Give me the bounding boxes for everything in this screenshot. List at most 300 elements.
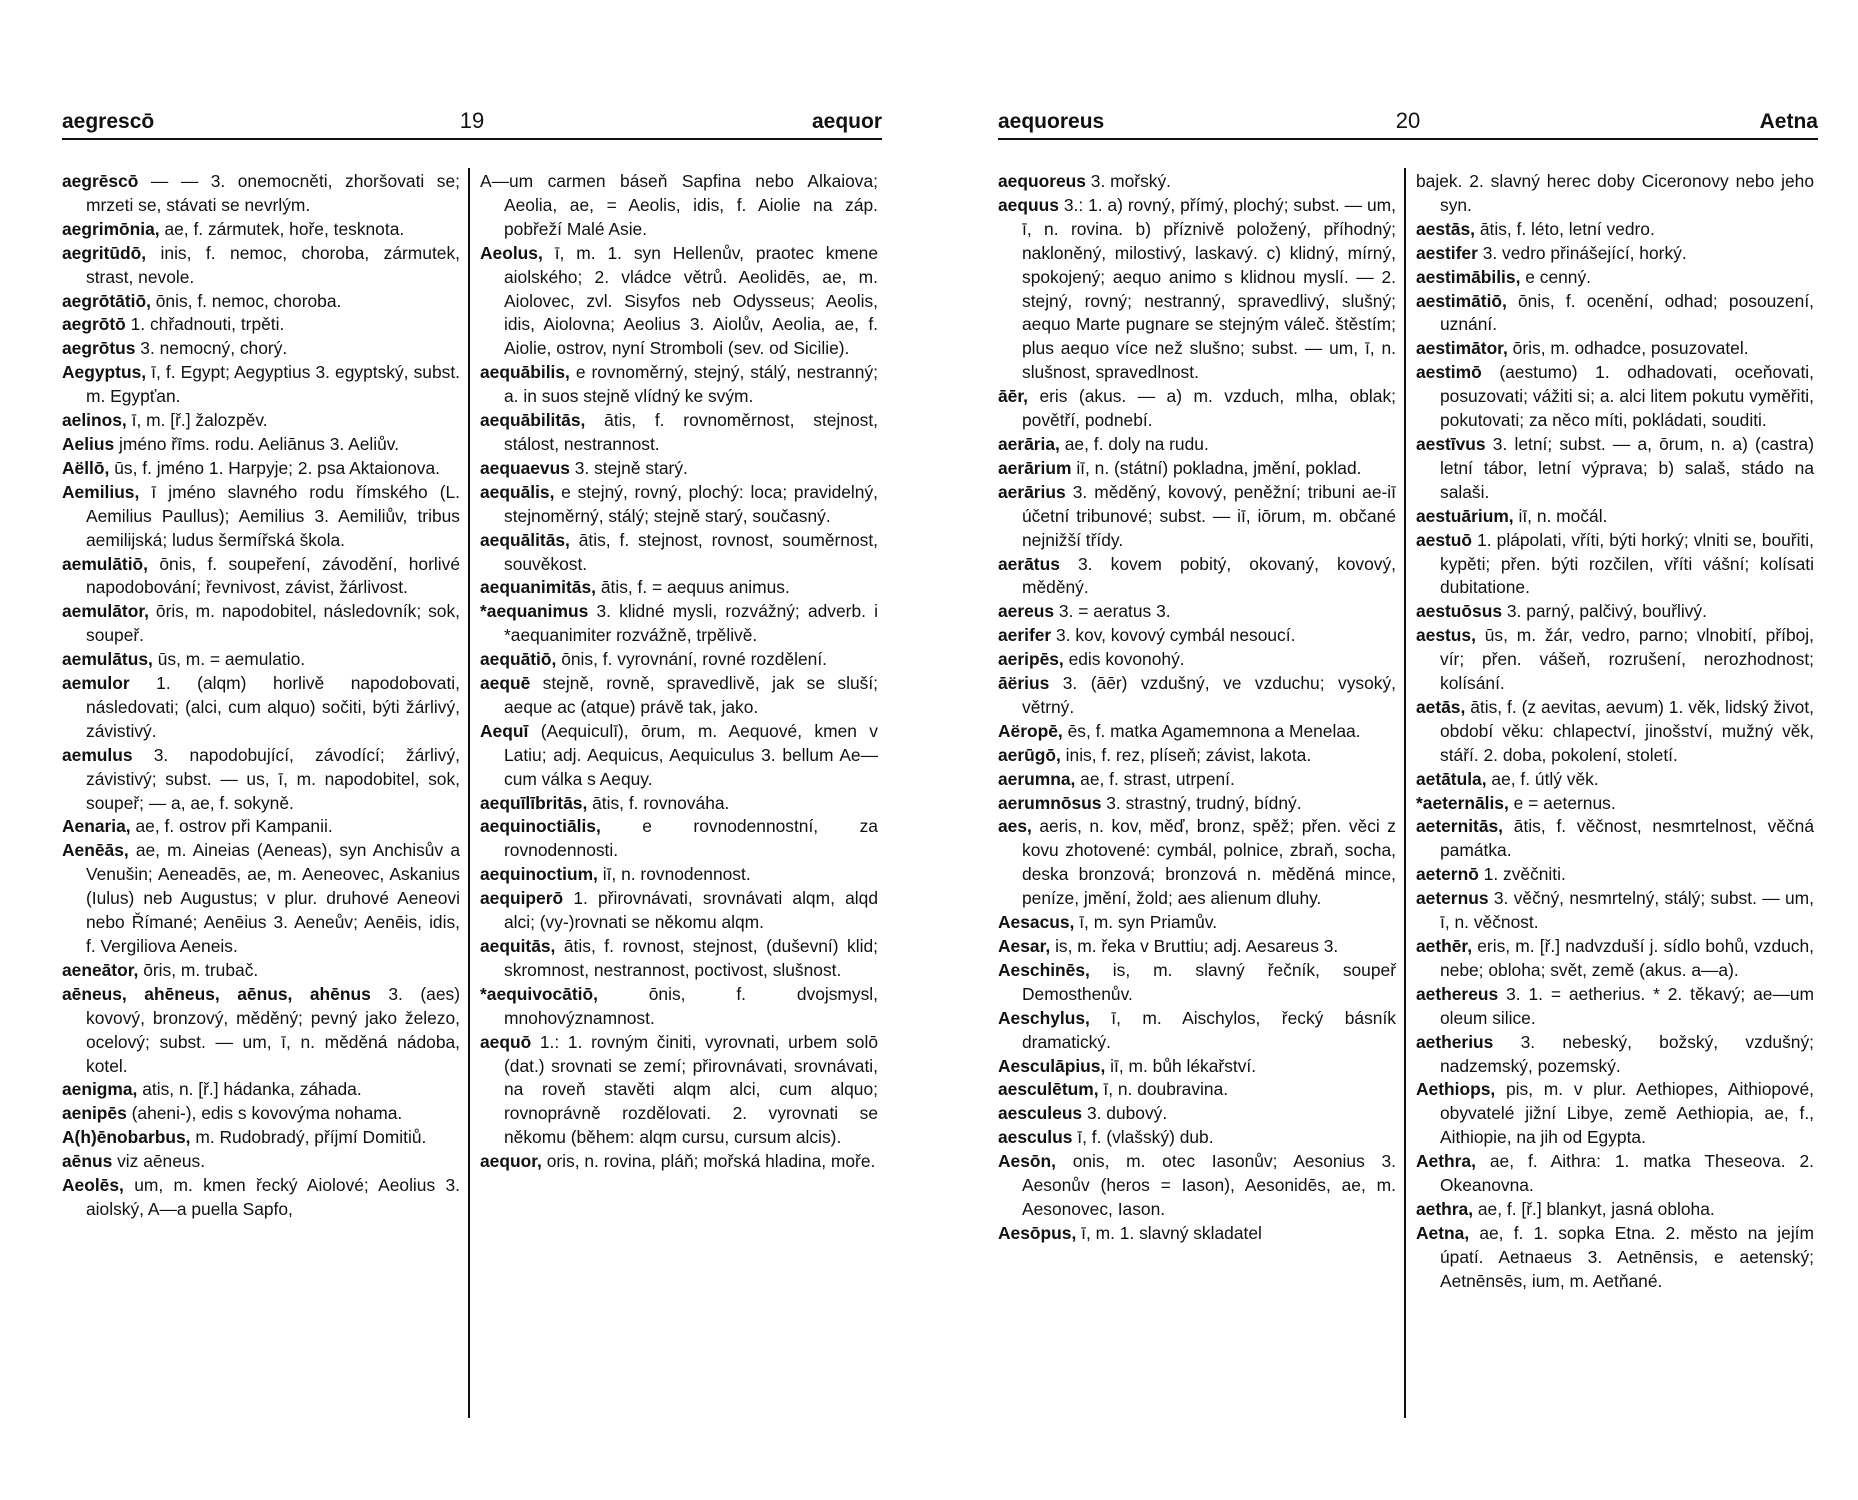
entry-definition: pis, m. v plur. Aethiopes, Aithiopové, obyvatelé jižní Libye, země Aethiopia, ae, f., Aithiopie, na jih od Egypta. (1440, 1079, 1814, 1148)
entry-headword: aethereus (1416, 983, 1499, 1004)
entry-definition: ōnis, f. nemoc, choroba. (155, 290, 342, 311)
entry-definition: ī, m. Aischylos, řecký básník dramatický. (1022, 1007, 1396, 1052)
entry-definition: ūs, f. jméno 1. Harpyje; 2. psa Aktaionova. (114, 457, 440, 478)
entry-definition: ōnis, f. soupeření, závodění, horlivé napodobování; řevnivost, závist, žárlivost. (86, 553, 460, 598)
dictionary-entry (1416, 600, 1814, 624)
entry-headword: aemulātiō, (62, 553, 149, 574)
dictionary-entry (1416, 1198, 1814, 1222)
dictionary-entry (998, 959, 1396, 1007)
entry-headword: aequābilis, (480, 362, 570, 383)
page-number: 19 (459, 108, 485, 133)
dictionary-entry (1416, 815, 1814, 863)
entry-headword: aequoreus (998, 171, 1086, 191)
entry-definition: 3. strastný, trudný, bídný. (1106, 792, 1302, 813)
entry-headword: Aenaria, (62, 816, 131, 837)
entry-headword: aemulor (62, 673, 130, 694)
entry-headword: aerumnōsus (998, 792, 1102, 813)
dictionary-entry (998, 553, 1396, 601)
dictionary-entry (62, 481, 460, 553)
entry-definition: stejně, rovně, spravedlivě, jak se sluší; aeque ac (atque) právě tak, jako. (504, 673, 878, 717)
dictionary-entry (998, 720, 1396, 744)
entry-headword: aesculētum, (998, 1079, 1099, 1100)
entry-definition: 3. nebeský, božský, vzdušný; nadzemský, pozemský. (1440, 1031, 1814, 1076)
entry-headword: āēr, (998, 386, 1028, 407)
entry-headword: aethēr, (1416, 936, 1473, 956)
entry-definition: bajek. 2. slavný herec doby Ciceronovy nebo jeho syn. (1416, 171, 1814, 215)
dictionary-entry (998, 672, 1396, 720)
entry-definition: ī jméno slavného rodu římského (L. Aemilius Paullus); Aemilius 3. Aemiliův, tribus aemilijská; ludus šermířská škola. (86, 481, 460, 550)
entry-headword: aegrōtus (62, 338, 136, 359)
entry-headword: aeternus (1416, 888, 1489, 909)
entry-headword: aemulus (62, 744, 133, 765)
entry-headword: Aesar, (998, 936, 1051, 956)
dictionary-entry (62, 337, 460, 361)
dictionary-entry (1416, 337, 1814, 361)
entry-headword: aerāria, (998, 433, 1060, 454)
entry-headword: aeripēs, (998, 649, 1064, 670)
entry-headword: aequiperō (480, 888, 564, 909)
dictionary-entry (1416, 1031, 1814, 1079)
entry-headword: aequinoctium, (480, 864, 598, 885)
entry-headword: aestuō (1416, 529, 1473, 550)
dictionary-entry (62, 648, 460, 672)
dictionary-entry (62, 1102, 460, 1126)
dictionary-entry (998, 768, 1396, 792)
entry-headword: aesculus (998, 1127, 1073, 1148)
entry-definition: 3. = aeratus 3. (1058, 601, 1171, 622)
entry-definition: 3. (āēr) vzdušný, ve vzduchu; vysoký, větrný. (1022, 673, 1396, 717)
page-number: 20 (1395, 108, 1421, 133)
entry-definition: ōris, m. napodobitel, následovník; sok, soupeř. (86, 601, 460, 646)
dictionary-entry (998, 1055, 1396, 1079)
dictionary-entry (1416, 863, 1814, 887)
entry-definition: inis, f. nemoc, choroba, zármutek, strast, nevole. (86, 242, 460, 287)
entry-headword: Aethra, (1416, 1151, 1476, 1172)
dictionary-entry (998, 457, 1396, 481)
dictionary-entry (1416, 624, 1814, 696)
entry-definition: e cenný. (1525, 266, 1591, 287)
entry-headword: aequālis, (480, 481, 555, 502)
column-2 (1416, 170, 1814, 1294)
entry-headword: aequaevus (480, 457, 570, 478)
entry-definition: — — 3. onemocněti, zhoršovati se; mrzeti se, stávati se nevrlým. (86, 171, 460, 215)
entry-headword: Aëllō, (62, 457, 110, 478)
entry-headword: Aesōpus, (998, 1222, 1077, 1243)
dictionary-entry (1416, 266, 1814, 290)
dictionary-entry (62, 1078, 460, 1102)
entry-headword: aēnus (62, 1151, 113, 1172)
entry-headword: aequinoctiālis, (480, 816, 601, 837)
entry-definition: A—um carmen báseň Sapfina nebo Alkaiova; Aeolia, ae, = Aeolis, idis, f. Aiolie na záp. pobřeží Malé Asie. (480, 171, 878, 239)
entry-headword: aequālitās, (480, 529, 570, 550)
dictionary-entry (1416, 1222, 1814, 1294)
dictionary-entry (480, 409, 878, 457)
entry-definition: (aheni-), edis s kovovýma nohama. (131, 1103, 403, 1124)
dictionary-entry (480, 1150, 878, 1174)
entry-headword: Aemilius, (62, 481, 140, 502)
dictionary-entry (62, 744, 460, 816)
entry-definition: ātis, f. rovnost, stejnost, (duševní) klid; skromnost, nestrannost, poctivost, slušnost. (504, 936, 878, 980)
dictionary-entry (998, 648, 1396, 672)
dictionary-entry (62, 839, 460, 959)
entry-definition: 3.: 1. a) rovný, přímý, plochý; subst. — um, ī, n. rovina. b) příznivě položený, příhodný; nakloněný, milostivý, laskavý. c) klidný, mírný, spokojený; aequo animo s klidnou myslí. — 2. stejný, rovný; nestranný, spravedlivý, slušný; aequo Marte pugnare se stejným váleč. štěstím; plus aequo více než slušno; subst. — um, ī, n. slušnost, spravedlnost. (1022, 194, 1396, 383)
dictionary-entry (62, 457, 460, 481)
entry-definition: ātis, f. léto, letní vedro. (1479, 218, 1655, 239)
entry-headword: aequō (480, 1031, 532, 1052)
entry-headword: Aesacus, (998, 912, 1075, 933)
entry-definition: ae, f. Aithra: 1. matka Theseova. 2. Okeanovna. (1440, 1151, 1814, 1196)
entry-definition: ae, f. zármutek, hoře, tesknota. (164, 218, 405, 239)
entry-definition: ōris, m. trubač. (143, 959, 259, 980)
entry-headword: aēneus, ahēneus, aēnus, ahēnus (62, 983, 371, 1004)
dictionary-entry (62, 242, 460, 290)
entry-headword: aestimātor, (1416, 338, 1508, 359)
entry-headword: aes, (998, 816, 1032, 837)
entry-definition: ātis, f. (z aevitas, aevum) 1. věk, lidský život, období věku: chlapectví, jinošství, mužný věk, stáří. 2. doba, pokolení, století. (1440, 696, 1814, 765)
entry-headword: aeneātor, (62, 959, 139, 980)
entry-definition: ōnis, f. ocenění, odhad; posouzení, uznání. (1440, 290, 1814, 335)
dictionary-entry (1416, 983, 1814, 1031)
dictionary-entry (1416, 242, 1814, 266)
entry-definition: 3. vedro přinášející, horký. (1482, 242, 1687, 263)
dictionary-entry (480, 887, 878, 935)
entry-headword: Aëropē, (998, 720, 1063, 741)
entry-definition: 3. 1. = aetherius. * 2. těkavý; ae—um oleum silice. (1440, 983, 1814, 1028)
entry-definition: ae, f. 1. sopka Etna. 2. město na jejím úpatí. Aetnaeus 3. Aetnēnsis, e aetenský; Aetnēnsēs, ium, m. Aetňané. (1440, 1222, 1814, 1291)
entry-definition: ātis, f. rovnoměrnost, stejnost, stálost, nestrannost. (504, 410, 878, 454)
entry-headword: aerārium (998, 457, 1072, 478)
entry-definition: 1. přirovnávati, srovnávati alqm, alqd alci; (vy-)rovnati se někomu alqm. (504, 888, 878, 933)
entry-definition: ī, n. doubravina. (1103, 1079, 1229, 1100)
dictionary-entry (998, 170, 1396, 194)
entry-definition: ae, f. útlý věk. (1491, 768, 1599, 789)
entry-definition: ae, f. ostrov při Kampanii. (135, 816, 333, 837)
entry-headword: Aegyptus, (62, 362, 147, 383)
entry-definition: 3. mořský. (1090, 171, 1171, 191)
entry-definition: iī, m. bůh lékařství. (1110, 1055, 1257, 1076)
entry-headword: aeternō (1416, 864, 1479, 885)
entry-definition: is, m. slavný řečník, soupeř Demosthenův. (1022, 959, 1396, 1004)
entry-headword: *aeternālis, (1416, 792, 1509, 813)
dictionary-entry (62, 1174, 460, 1222)
entry-headword: *aequivocātiō, (480, 983, 598, 1004)
dictionary-entry (480, 170, 878, 242)
entry-definition: ūs, m. žár, vedro, parno; vlnobití, příboj, vír; přen. vášeň, rozrušení, nerozhodnost; kolísání. (1440, 625, 1814, 694)
entry-definition: 3. věčný, nesmrtelný, stálý; subst. — um, ī, n. věčnost. (1440, 888, 1814, 933)
entry-headword: aestus, (1416, 625, 1476, 646)
entry-headword: *aequanimus (480, 601, 589, 622)
entry-headword: aetās, (1416, 696, 1466, 717)
entry-definition: 3. stejně starý. (574, 457, 688, 478)
dictionary-entry (1416, 361, 1814, 433)
dictionary-entry (998, 1078, 1396, 1102)
entry-headword: aestuārium, (1416, 505, 1514, 526)
entry-definition: 3. dubový. (1086, 1103, 1168, 1124)
entry-headword: aequābilitās, (480, 410, 586, 431)
entry-definition: 3. kovem pobitý, okovaný, kovový, měděný. (1022, 553, 1396, 598)
dictionary-entry (998, 481, 1396, 553)
entry-definition: ūs, m. = aemulatio. (157, 649, 306, 670)
entry-headword: Aequī (480, 720, 529, 741)
dictionary-entry (998, 624, 1396, 648)
dictionary-entry (62, 600, 460, 648)
entry-headword: aegrimōnia, (62, 218, 160, 239)
entry-definition: ī, m. 1. syn Hellenův, praotec kmene aiolského; 2. vládce větrů. Aeolidēs, ae, m. Aiolovec, zvl. Sisyfos neb Odysseus; Aeolis, idis, Aiolovna; Aeolius 3. Aiolův, Aeolia, ae, f. Aiolie, ostrov, nyní Stromboli (sev. od Sicilie). (504, 242, 878, 359)
dictionary-entry (998, 1102, 1396, 1126)
entry-definition: ātis, f. = aequus animus. (600, 577, 790, 598)
entry-headword: aestīvus (1416, 433, 1486, 454)
entry-definition: iī, n. (státní) pokladna, jmění, poklad. (1076, 457, 1362, 478)
entry-definition: ae, f. [ř.] blankyt, jasná obloha. (1477, 1198, 1715, 1219)
dictionary-entry (62, 553, 460, 601)
dictionary-entry (1416, 170, 1814, 218)
column-1 (998, 170, 1396, 1246)
dictionary-entry (1416, 218, 1814, 242)
entry-headword: aegrēscō (62, 171, 139, 191)
entry-headword: aerumna, (998, 768, 1076, 789)
entry-definition: 3. napodobující, závodící; žárlivý, závistivý; subst. — us, ī, m. napodobitel, sok, soupeř; — a, ae, f. sokyně. (86, 744, 460, 813)
entry-definition: ātis, f. stejnost, rovnost, souměrnost, souvěkost. (504, 529, 878, 574)
entry-definition: eris (akus. — a) m. vzduch, mlha, oblak; povětří, podnebí. (1022, 386, 1396, 431)
page-header (62, 108, 882, 140)
entry-definition: ae, f. doly na rudu. (1064, 433, 1209, 454)
dictionary-entry (1416, 290, 1814, 338)
dictionary-entry (480, 720, 878, 792)
entry-headword: Aeschylus, (998, 1007, 1090, 1028)
dictionary-entry (1416, 505, 1814, 529)
entry-definition: ae, m. Aineias (Aeneas), syn Anchisův a Venušin; Aeneadēs, ae, m. Aeneovec, Askanius (Iulus) neb Augustus; v plur. druhové Aeneovi nebo Římané; Aenēius 3. Aeneův; Aenēis, idis, f. Vergiliova Aeneis. (86, 840, 460, 956)
entry-definition: ī, m. syn Priamův. (1079, 912, 1218, 933)
entry-definition: ōnis, f. dvojsmysl, mnohovýznamnost. (504, 983, 878, 1028)
column-divider (1404, 168, 1406, 1418)
dictionary-entry (1416, 768, 1814, 792)
dictionary-entry (62, 959, 460, 983)
dictionary-entry (480, 672, 878, 720)
dictionary-entry (998, 815, 1396, 911)
entry-definition: 3. nemocný, chorý. (140, 338, 288, 359)
entry-definition: ātis, f. rovnováha. (592, 792, 730, 813)
dictionary-entry (480, 576, 878, 600)
entry-definition: 1. plápolati, vříti, býti horký; vlniti se, bouřiti, kypěti; přen. býti rozčilen, vříti vášní; kolísati dubitatione. (1440, 529, 1814, 598)
entry-headword: aestimātiō, (1416, 290, 1507, 311)
dictionary-entry (62, 815, 460, 839)
column-1 (62, 170, 460, 1222)
entry-headword: Aenēās, (62, 840, 129, 861)
entry-definition: 3. klidné mysli, rozvážný; adverb. i *aequanimiter rozvážně, trpělivě. (504, 601, 878, 646)
entry-definition: 1. (alqm) horlivě napodobovati, následovati; (alci, cum alquo) sočiti, býti žárlivý, závistivý. (86, 673, 460, 741)
dictionary-entry (480, 1031, 878, 1151)
dictionary-entry (998, 911, 1396, 935)
dictionary-entry (1416, 935, 1814, 983)
entry-headword: aestās, (1416, 218, 1475, 239)
dictionary-entry (998, 1007, 1396, 1055)
running-head-right: aequor (811, 110, 882, 133)
entry-definition: viz aēneus. (117, 1151, 206, 1172)
entry-headword: A(h)ēnobarbus, (62, 1127, 191, 1148)
entry-definition: e rovnoměrný, stejný, stálý, nestranný; a. in suos stejně vlídný ke svým. (504, 362, 878, 407)
dictionary-entry (1416, 1150, 1814, 1198)
entry-definition: ī, f. (vlašský) dub. (1077, 1127, 1214, 1148)
dictionary-entry (62, 1126, 460, 1150)
entry-headword: aetherius (1416, 1031, 1494, 1052)
entry-definition: jméno řīms. rodu. Aeliānus 3. Aeliův. (119, 433, 400, 454)
entry-headword: aerārius (998, 481, 1066, 502)
entry-headword: aequātiō, (480, 649, 557, 670)
entry-headword: aetātula, (1416, 768, 1487, 789)
entry-headword: aegrōtō (62, 314, 126, 335)
dictionary-entry (998, 433, 1396, 457)
dictionary-entry (998, 1222, 1396, 1246)
dictionary-entry (480, 457, 878, 481)
entry-headword: Aesculāpius, (998, 1055, 1106, 1076)
entry-headword: Aeolus, (480, 242, 543, 263)
dictionary-entry (998, 385, 1396, 433)
page-header (998, 108, 1818, 140)
entry-definition: (aestumo) 1. odhadovati, oceňovati, posuzovati; vážiti si; a. alci litem pokutu vyměřiti, pokutovati; za něco míti, pokládati, souditi. (1440, 362, 1814, 431)
dictionary-entry (480, 242, 878, 362)
dictionary-entry (1416, 792, 1814, 816)
entry-definition: 3. (aes) kovový, bronzový, měděný; pevný jako železo, ocelový; subst. — um, ī, n. měděná nádoba, kotel. (86, 983, 460, 1076)
entry-headword: aerūgō, (998, 744, 1061, 765)
entry-headword: aestimābilis, (1416, 266, 1521, 287)
entry-headword: aereus (998, 601, 1055, 622)
entry-headword: aeternitās, (1416, 816, 1503, 837)
entry-headword: aestuōsus (1416, 601, 1503, 622)
entry-definition: ōnis, f. vyrovnání, rovné rozdělení. (561, 649, 828, 670)
entry-definition: 3. měděný, kovový, peněžní; tribuni ae-iī účetní tribunové; subst. — iī, iōrum, m. občané nejnižší třídy. (1022, 481, 1396, 550)
dictionary-entry (480, 600, 878, 648)
dictionary-entry (62, 290, 460, 314)
entry-headword: Aetna, (1416, 1222, 1470, 1243)
entry-headword: aegrōtātiō, (62, 290, 151, 311)
entry-definition: e rovnodennostní, za rovnodennosti. (504, 816, 878, 861)
entry-definition: ōris, m. odhadce, posuzovatel. (1512, 338, 1749, 359)
dictionary-entry (62, 1150, 460, 1174)
entry-definition: inis, f. rez, plíseň; závist, lakota. (1065, 744, 1312, 765)
dictionary-entry (62, 983, 460, 1079)
dictionary-entry (480, 481, 878, 529)
entry-headword: aemulātor, (62, 601, 149, 622)
dictionary-entry (480, 792, 878, 816)
entry-headword: Aeolēs, (62, 1175, 124, 1196)
running-head-left: aegrescō (62, 110, 155, 133)
dictionary-entry (998, 935, 1396, 959)
dictionary-entry (998, 1150, 1396, 1222)
entry-definition: 3. letní; subst. — a, ōrum, n. a) (castra) letní tábor, letní výprava; b) salaš, stádo na salaši. (1440, 433, 1814, 502)
entry-definition: ī, m. 1. slavný skladatel (1081, 1222, 1262, 1243)
entry-definition: e stejný, rovný, plochý: loca; pravidelný, stejnoměrný, stálý; stejně starý, současný. (504, 481, 878, 526)
entry-headword: Aeschinēs, (998, 959, 1090, 980)
entry-headword: aequor, (480, 1151, 542, 1172)
entry-definition: (Aequiculī), ōrum, m. Aequové, kmen v Latiu; adj. Aequicus, Aequiculus 3. bellum Ae—cum válka s Aequy. (504, 720, 878, 789)
entry-definition: is, m. řeka v Bruttiu; adj. Aesareus 3. (1055, 936, 1339, 956)
dictionary-entry (62, 409, 460, 433)
dictionary-entry (480, 361, 878, 409)
entry-definition: 1. chřadnouti, trpěti. (130, 314, 285, 335)
entry-headword: aestifer (1416, 242, 1478, 263)
dictionary-entry (998, 1126, 1396, 1150)
entry-headword: aenigma, (62, 1079, 138, 1100)
dictionary-entry (480, 863, 878, 887)
dictionary-entry (480, 529, 878, 577)
dictionary-entry (1416, 433, 1814, 505)
running-head-left: aequoreus (998, 110, 1105, 133)
entry-headword: Aethiops, (1416, 1079, 1496, 1100)
dictionary-entry (62, 672, 460, 744)
entry-headword: aethra, (1416, 1198, 1474, 1219)
dictionary-entry (998, 744, 1396, 768)
entry-headword: aemulātus, (62, 649, 153, 670)
entry-headword: aequanimitās, (480, 577, 596, 598)
entry-headword: aequīlībritās, (480, 792, 588, 813)
right-page (998, 108, 1818, 1488)
dictionary-entry (1416, 696, 1814, 768)
entry-definition: iī, n. močál. (1518, 505, 1608, 526)
entry-headword: Aelius (62, 433, 115, 454)
entry-definition: 3. kov, kovový cymbál nesoucí. (1056, 625, 1296, 646)
entry-definition: um, m. kmen řecký Aiolové; Aeolius 3. aiolský, A—a puella Sapfo, (86, 1175, 460, 1219)
dictionary-entry (480, 648, 878, 672)
dictionary-entry (480, 935, 878, 983)
dictionary-entry (998, 600, 1396, 624)
entry-definition: m. Rudobradý, příjmí Domitiů. (195, 1127, 427, 1148)
entry-definition: aeris, n. kov, měď, bronz, spěž; přen. věci z kovu zhotovené: cymbál, polnice, zbraň, socha, deska bronzová; bronzová n. měděná mince, peníze, jmění, žold; aes alienum dluhy. (1022, 816, 1396, 909)
dictionary-entry (998, 792, 1396, 816)
dictionary-entry (1416, 1078, 1814, 1150)
entry-definition: ae, f. strast, utrpení. (1080, 768, 1235, 789)
dictionary-entry (62, 361, 460, 409)
entry-headword: aequus (998, 194, 1059, 215)
entry-definition: oris, n. rovina, pláň; mořská hladina, moře. (546, 1151, 876, 1172)
entry-definition: 1.: 1. rovným činiti, vyrovnati, urbem solō (dat.) srovnati se zemí; přirovnávati, srovnávati, na roveň stavěti alqm alci, cum alquo; rovnoprávně rozdělovati. 2. vyrovnati se někomu (během: alqm cursu, cursum alcis). (504, 1031, 878, 1148)
left-page (62, 108, 882, 1488)
entry-headword: aerifer (998, 625, 1052, 646)
entry-definition: ī, m. [ř.] žalozpěv. (131, 410, 268, 431)
dictionary-entry (480, 815, 878, 863)
entry-definition: ēs, f. matka Agamemnona a Menelaa. (1067, 720, 1361, 741)
entry-definition: 3. parný, palčivý, bouřlivý. (1506, 601, 1707, 622)
entry-headword: aequē (480, 673, 531, 694)
dictionary-entry (62, 313, 460, 337)
entry-definition: edis kovonohý. (1068, 649, 1185, 670)
entry-headword: aesculeus (998, 1103, 1083, 1124)
dictionary-entry (1416, 887, 1814, 935)
entry-definition: ātis, f. věčnost, nesmrtelnost, věčná památka. (1440, 816, 1814, 861)
column-divider (468, 168, 470, 1418)
entry-definition: eris, m. [ř.] nadvzduší j. sídlo bohů, vzduch, nebe; obloha; svět, země (akus. a—a). (1440, 936, 1814, 980)
dictionary-entry (1416, 529, 1814, 601)
entry-definition: e = aeternus. (1513, 792, 1616, 813)
column-2 (480, 170, 878, 1174)
entry-headword: aegritūdō, (62, 242, 147, 263)
dictionary-entry (62, 218, 460, 242)
entry-headword: Aesōn, (998, 1151, 1056, 1172)
entry-definition: atis, n. [ř.] hádanka, záhada. (142, 1079, 362, 1100)
entry-headword: aequitās, (480, 936, 556, 956)
entry-headword: aenipēs (62, 1103, 127, 1124)
dictionary-entry (998, 194, 1396, 385)
dictionary-entry (62, 170, 460, 218)
entry-headword: aelinos, (62, 410, 127, 431)
entry-definition: ī, f. Egypt; Aegyptius 3. egyptský, subst. m. Egypťan. (86, 362, 460, 407)
entry-definition: 1. zvěčniti. (1483, 864, 1566, 885)
entry-definition: iī, n. rovnodennost. (602, 864, 751, 885)
dictionary-entry (62, 433, 460, 457)
running-head-right: Aetna (1759, 110, 1818, 133)
entry-headword: āërius (998, 673, 1050, 694)
entry-headword: aestimō (1416, 362, 1482, 383)
dictionary-entry (480, 983, 878, 1031)
